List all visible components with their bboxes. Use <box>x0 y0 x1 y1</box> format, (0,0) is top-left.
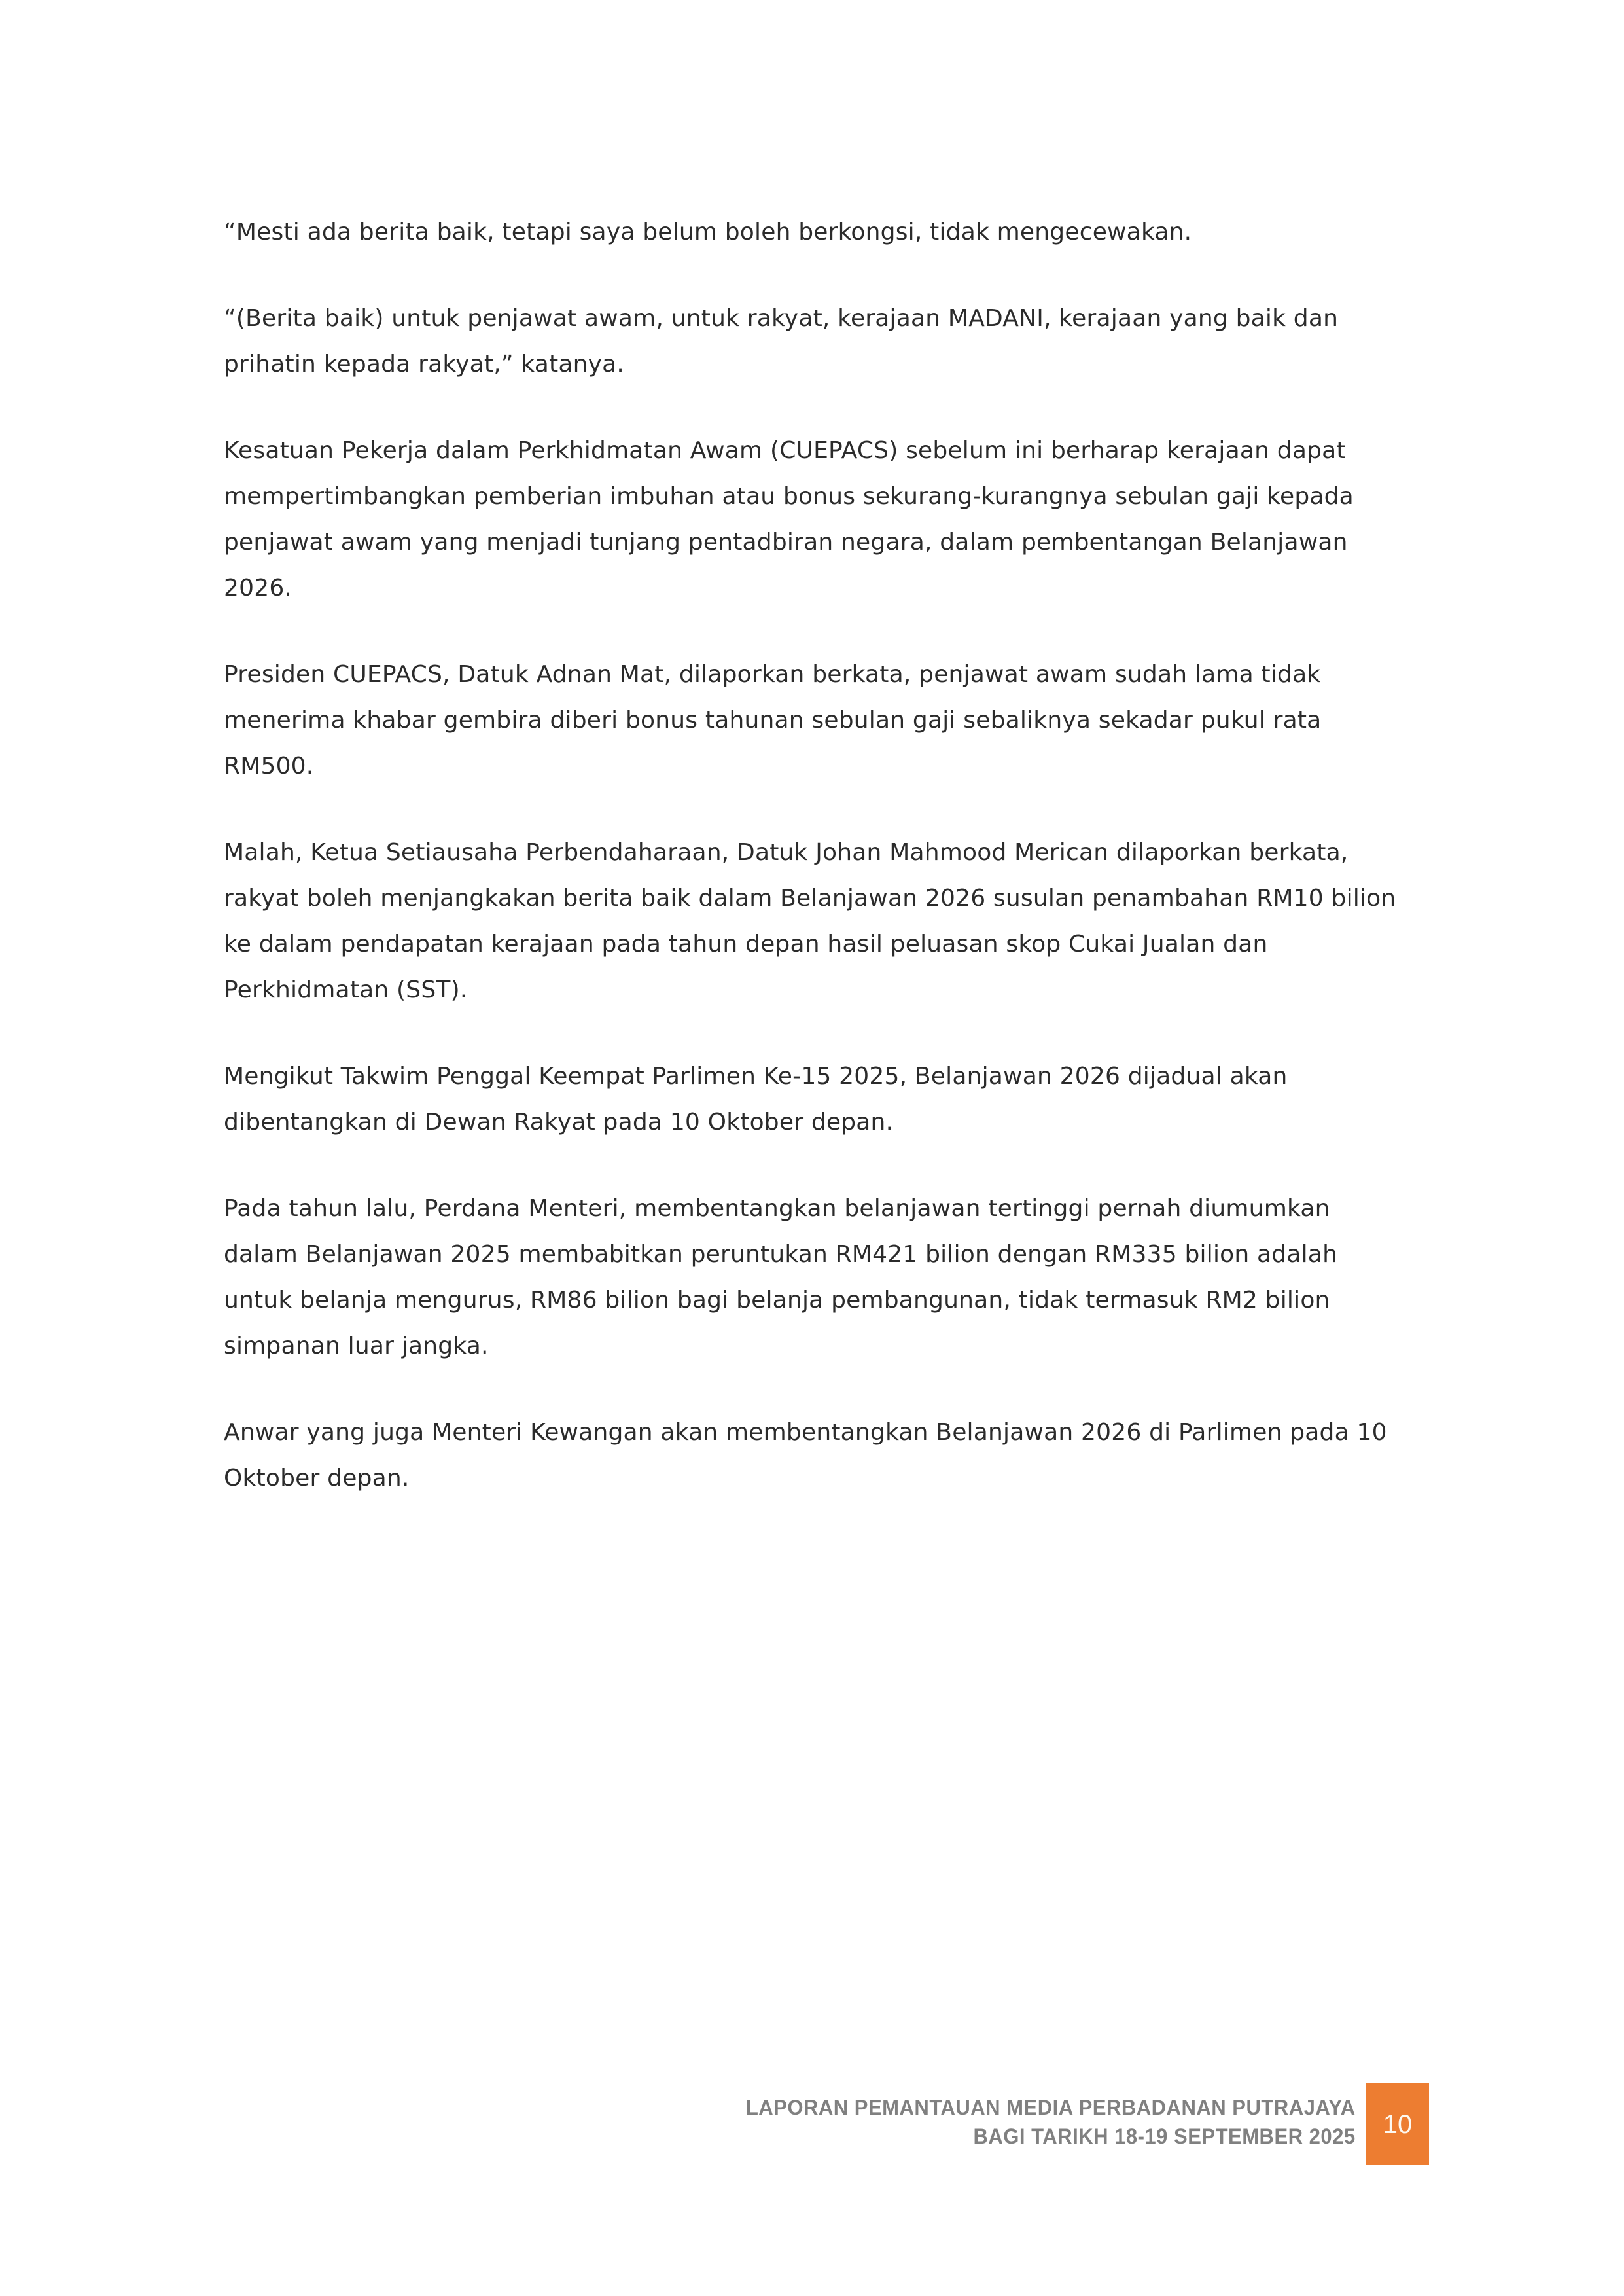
page-number: 10 <box>1383 2109 1413 2139</box>
footer-line-2: BAGI TARIKH 18-19 SEPTEMBER 2025 <box>973 2125 1356 2148</box>
paragraph-treasury-secretary: Malah, Ketua Setiausaha Perbendaharaan, Datuk Johan Mahmood Merican dilaporkan berkata, rakyat boleh menjangkakan berita baik dalam Belanjawan 2026 susulan penambahan RM10 bilion ke dalam pendapatan kerajaan pada tahun depan hasil peluasan skop Cukai Jualan dan Perkhidmatan (SST). <box>224 839 1396 1003</box>
page-number-badge <box>1366 2083 1429 2165</box>
paragraph-anwar-closing: Anwar yang juga Menteri Kewangan akan membentangkan Belanjawan 2026 di Parlimen pada 10 Oktober depan. <box>224 1419 1387 1492</box>
footer-line-1: LAPORAN PEMANTAUAN MEDIA PERBADANAN PUTRAJAYA <box>746 2096 1356 2119</box>
paragraph-budget-2025-recap: Pada tahun lalu, Perdana Menteri, membentangkan belanjawan tertinggi pernah diumumkan dalam Belanjawan 2025 membabitkan peruntukan RM421 bilion dengan RM335 bilion adalah untuk belanja mengurus, RM86 bilion bagi belanja pembangunan, tidak termasuk RM2 bilion simpanan luar jangka. <box>224 1195 1338 1359</box>
report-footer-title <box>746 2093 1356 2151</box>
article-body <box>224 209 1411 1542</box>
paragraph-cuepacs-president: Presiden CUEPACS, Datuk Adnan Mat, dilaporkan berkata, penjawat awam sudah lama tidak menerima khabar gembira diberi bonus tahunan sebulan gaji sebaliknya sekadar pukul rata RM500. <box>224 661 1322 780</box>
paragraph-parliament-schedule: Mengikut Takwim Penggal Keempat Parlimen Ke-15 2025, Belanjawan 2026 dijadual akan dibentangkan di Dewan Rakyat pada 10 Oktober depan. <box>224 1063 1288 1136</box>
paragraph-quote-2: “(Berita baik) untuk penjawat awam, untuk rakyat, kerajaan MADANI, kerajaan yang baik dan prihatin kepada rakyat,” katanya. <box>224 305 1339 378</box>
paragraph-cuepacs-hope: Kesatuan Pekerja dalam Perkhidmatan Awam (CUEPACS) sebelum ini berharap kerajaan dapat mempertimbangkan pemberian imbuhan atau bonus sekurang-kurangnya sebulan gaji kepada penjawat awam yang menjadi tunjang pentadbiran negara, dalam pembentangan Belanjawan 2026. <box>224 437 1354 601</box>
paragraph-quote-1: “Mesti ada berita baik, tetapi saya belum boleh berkongsi, tidak mengecewakan. <box>224 219 1192 245</box>
